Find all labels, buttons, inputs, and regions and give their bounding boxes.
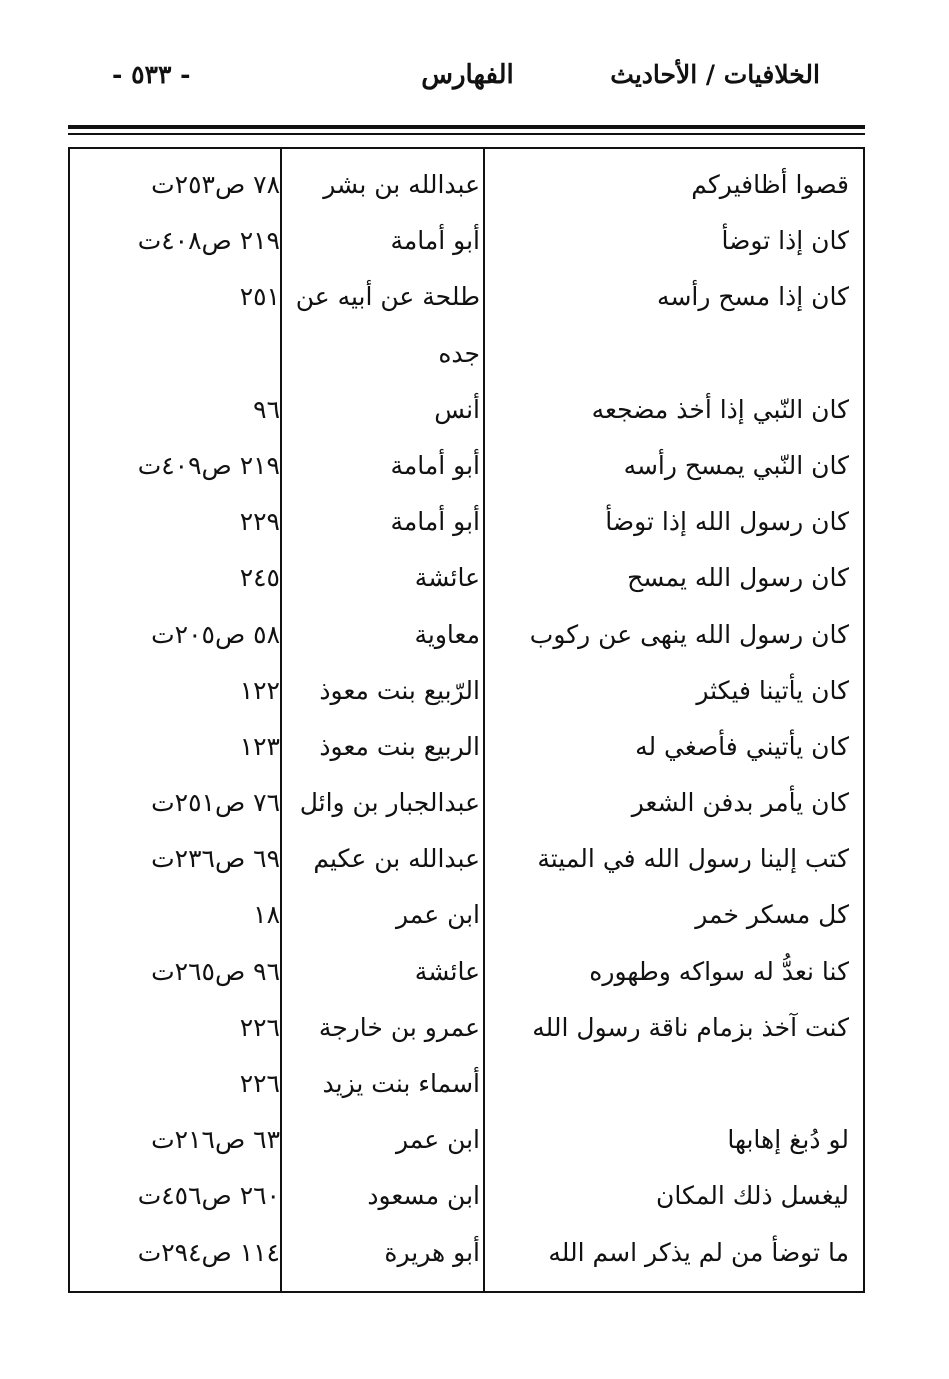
table-row	[70, 607, 863, 663]
hadith-text: كتب إلينا رسول الله في الميتة	[537, 844, 849, 874]
narrator-name: عبدالجبار بن وائل	[299, 788, 480, 818]
hadith-text: كان رسول الله إذا توضأ	[605, 507, 849, 537]
table-row	[70, 269, 863, 325]
book-title: الخلافيات / الأحاديث	[610, 60, 820, 89]
reference-number: ٢٤٥	[239, 563, 280, 593]
reference-number: ٢٢٦	[239, 1012, 280, 1042]
table-row	[70, 382, 863, 438]
narrator-name: ابن مسعود	[367, 1181, 480, 1211]
table-row	[70, 1168, 863, 1224]
reference-number: ٢٦٠ ص٤٥٦ت	[137, 1181, 280, 1211]
hadith-index-table	[68, 147, 865, 1293]
narrator-name: أنس	[434, 394, 480, 424]
table-row	[70, 831, 863, 887]
table-row	[70, 213, 863, 269]
narrator-name: الربيع بنت معوذ	[319, 731, 480, 761]
hadith-text: كل مسكر خمر	[695, 900, 849, 930]
narrator-name: عائشة	[414, 563, 480, 593]
narrator-name: أبو أمامة	[390, 507, 480, 537]
narrator-name: الرّبيع بنت معوذ	[319, 675, 480, 705]
narrator-name: عائشة	[414, 956, 480, 986]
hadith-text: كان النّبي يمسح رأسه	[623, 450, 849, 480]
reference-number: ٦٩ ص٢٣٦ت	[151, 844, 280, 874]
reference-number: ٢٥١	[239, 282, 280, 312]
hadith-text: كان إذا توضأ	[721, 226, 849, 256]
narrator-name: عبدالله بن عكيم	[313, 844, 480, 874]
reference-number: ٧٨ ص٢٥٣ت	[151, 170, 280, 199]
reference-number: ٢١٩ ص٤٠٩ت	[137, 450, 280, 480]
reference-number: ١٨	[253, 900, 280, 930]
narrator-name: ابن عمر	[395, 1125, 480, 1155]
hadith-text: قصوا أظافيركم	[691, 170, 849, 199]
table-row	[70, 1225, 863, 1281]
hadith-text: كنت آخذ بزمام ناقة رسول الله	[532, 1012, 849, 1042]
reference-number: ٩٦ ص٢٦٥ت	[151, 956, 280, 986]
narrator-name: ابن عمر	[395, 900, 480, 930]
table-row	[70, 494, 863, 550]
table-row	[70, 326, 863, 382]
reference-number: ١٢٣	[239, 731, 280, 761]
page-number: - ٥٣٣ -	[112, 60, 191, 89]
hadith-text: ليغسل ذلك المكان	[656, 1181, 849, 1211]
narrator-name: عبدالله بن بشر	[323, 170, 480, 199]
reference-number: ٧٦ ص٢٥١ت	[151, 788, 280, 818]
table-row	[70, 1112, 863, 1168]
hadith-text: ما توضأ من لم يذكر اسم الله	[548, 1237, 849, 1267]
table-row	[70, 887, 863, 943]
narrator-name: أسماء بنت يزيد	[322, 1069, 480, 1098]
hadith-text: كان يأتينا فيكثر	[696, 675, 849, 705]
reference-number: ١١٤ ص٢٩٤ت	[137, 1237, 280, 1267]
table-row	[70, 1056, 863, 1112]
reference-number: ٢٢٦	[239, 1069, 280, 1098]
reference-number: ٥٨ ص٢٠٥ت	[151, 619, 280, 649]
reference-number: ٦٣ ص٢١٦ت	[151, 1125, 280, 1155]
table-row	[70, 157, 863, 213]
table-row	[70, 1000, 863, 1056]
hadith-text	[493, 1056, 849, 1112]
narrator-name: أبو أمامة	[390, 450, 480, 480]
table-rows	[70, 157, 863, 1281]
hadith-text: كنا نعدُّ له سواكه وطهوره	[589, 956, 849, 986]
table-row	[70, 663, 863, 719]
narrator-name: أبو هريرة	[384, 1237, 480, 1267]
table-row	[70, 775, 863, 831]
hadith-text	[493, 326, 849, 382]
page-header	[70, 52, 865, 102]
hadith-text: كان يأتيني فأصغي له	[635, 731, 849, 761]
table-row	[70, 719, 863, 775]
reference-number: ٩٦	[253, 394, 280, 424]
table-row	[70, 944, 863, 1000]
header-rule-thin	[68, 133, 865, 135]
hadith-text: كان رسول الله ينهى عن ركوب	[529, 619, 849, 649]
header-rule-thick	[68, 125, 865, 129]
table-row	[70, 550, 863, 606]
narrator-name: طلحة عن أبيه عن	[295, 282, 480, 312]
reference-number: ٢٢٩	[239, 507, 280, 537]
hadith-text: كان رسول الله يمسح	[627, 563, 849, 593]
reference-number: ١٢٢	[239, 675, 280, 705]
narrator-name: أبو أمامة	[390, 226, 480, 256]
section-title: الفهارس	[421, 60, 514, 90]
hadith-text: كان يأمر بدفن الشعر	[631, 788, 849, 818]
narrator-name: جده	[438, 338, 480, 368]
hadith-text: كان إذا مسح رأسه	[657, 282, 849, 312]
reference-number: ٢١٩ ص٤٠٨ت	[137, 226, 280, 256]
narrator-name: عمرو بن خارجة	[318, 1012, 480, 1042]
reference-number	[74, 326, 280, 382]
hadith-text: لو دُبغ إهابها	[727, 1125, 849, 1155]
hadith-text: كان النّبي إذا أخذ مضجعه	[591, 394, 849, 424]
narrator-name: معاوية	[414, 619, 480, 649]
table-row	[70, 438, 863, 494]
